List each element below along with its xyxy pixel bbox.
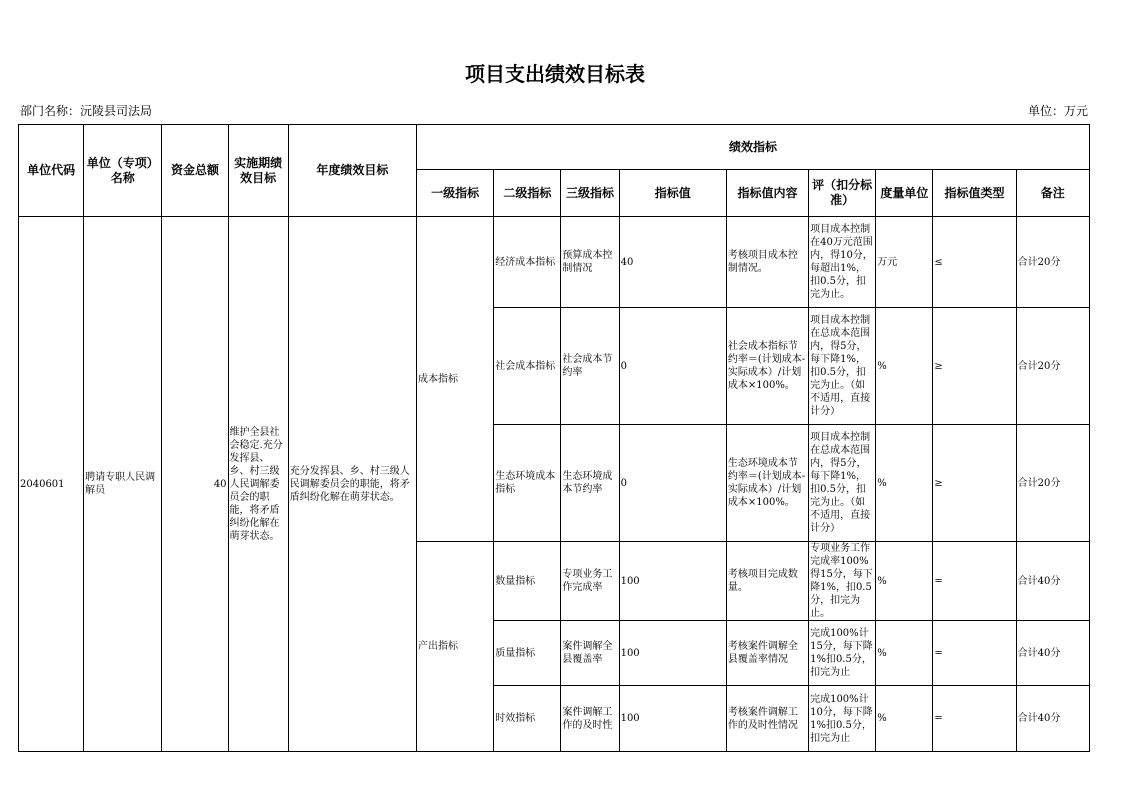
- header-level2: 二级指标: [494, 170, 561, 217]
- level2-cell: 数量指标: [494, 542, 561, 621]
- level3-cell: 生态环境成本节约率: [561, 425, 619, 542]
- value-cell: 100: [619, 621, 726, 686]
- scoring-cell: 项目成本控制在总成本范围内，得5分，每下降1%，扣0.5分，扣完为止。（如不适用，直接计分）: [809, 308, 876, 425]
- content-cell: 考核案件调解工作的及时性情况: [726, 686, 808, 752]
- content-cell: 生态环境成本节约率＝(计划成本-实际成本）/计划成本×100%。: [726, 425, 808, 542]
- unit-name-cell: 聘请专职人民调解员: [84, 217, 162, 752]
- header-period-goal: 实施期绩效目标: [228, 125, 288, 217]
- value-type-cell: ≥: [933, 308, 1016, 425]
- value-cell: 0: [619, 308, 726, 425]
- remark-cell: 合计40分: [1016, 621, 1089, 686]
- level3-cell: 案件调解工作的及时性: [561, 686, 619, 752]
- unit-label: 单位：万元: [1027, 104, 1088, 118]
- remark-cell: 合计40分: [1016, 542, 1089, 621]
- value-cell: 100: [619, 686, 726, 752]
- content-cell: 社会成本指标节约率＝(计划成本-实际成本）/计划成本×100%。: [726, 308, 808, 425]
- remark-cell: 合计20分: [1016, 308, 1089, 425]
- level2-cell: 社会成本指标: [494, 308, 561, 425]
- header-remark: 备注: [1016, 170, 1089, 217]
- value-type-cell: =: [933, 686, 1016, 752]
- level3-cell: 社会成本节约率: [561, 308, 619, 425]
- scoring-cell: 项目成本控制在总成本范围内，得5分，每下降1%，扣0.5分，扣完为止。（如不适用，直接计分）: [809, 425, 876, 542]
- value-cell: 0: [619, 425, 726, 542]
- header-unit-code: 单位代码: [19, 125, 84, 217]
- scoring-cell: 完成100%计10分，每下降1%扣0.5分，扣完为止: [809, 686, 876, 752]
- header-value-type: 指标值类型: [933, 170, 1016, 217]
- table-row: [19, 217, 1090, 308]
- level2-cell: 经济成本指标: [494, 217, 561, 308]
- measure-unit-cell: %: [876, 308, 933, 425]
- level3-cell: 专项业务工作完成率: [561, 542, 619, 621]
- remark-cell: 合计40分: [1016, 686, 1089, 752]
- unit-code-cell: 2040601: [19, 217, 84, 752]
- department-label: 部门名称：沅陵县司法局: [20, 104, 153, 118]
- value-cell: 40: [619, 217, 726, 308]
- value-type-cell: ≥: [933, 425, 1016, 542]
- period-goal-cell: 维护全县社会稳定.充分发挥县、乡、村三级人民调解委员会的职能，将矛盾纠纷化解在萌芽状态。: [228, 217, 288, 752]
- level2-cell: 质量指标: [494, 621, 561, 686]
- header-content: 指标值内容: [726, 170, 808, 217]
- header-annual-goal: 年度绩效目标: [288, 125, 416, 217]
- header-unit-name: 单位（专项）名称: [84, 125, 162, 217]
- level3-cell: 预算成本控制情况: [561, 217, 619, 308]
- value-type-cell: =: [933, 621, 1016, 686]
- level2-cell: 生态环境成本指标: [494, 425, 561, 542]
- level2-cell: 时效指标: [494, 686, 561, 752]
- header-value: 指标值: [619, 170, 726, 217]
- content-cell: 考核案件调解全县覆盖率情况: [726, 621, 808, 686]
- level3-cell: 案件调解全县覆盖率: [561, 621, 619, 686]
- content-cell: 考核项目成本控制情况。: [726, 217, 808, 308]
- measure-unit-cell: %: [876, 621, 933, 686]
- scoring-cell: 完成100%计15分，每下降1%扣0.5分，扣完为止: [809, 621, 876, 686]
- level1-cell: 产出指标: [417, 542, 494, 752]
- header-indicators: 绩效指标: [417, 125, 1090, 170]
- value-cell: 100: [619, 542, 726, 621]
- remark-cell: 合计20分: [1016, 217, 1089, 308]
- header-measure-unit: 度量单位: [876, 170, 933, 217]
- scoring-cell: 专项业务工作完成率100%得15分，每下降1%，扣0.5分，扣完为止。: [809, 542, 876, 621]
- header-scoring: 评（扣分标准）: [809, 170, 876, 217]
- header-level1: 一级指标: [417, 170, 494, 217]
- performance-table: [18, 124, 1090, 752]
- measure-unit-cell: %: [876, 425, 933, 542]
- scoring-cell: 项目成本控制在40万元范围内，得10分，每超出1%，扣0.5分，扣完为止。: [809, 217, 876, 308]
- measure-unit-cell: 万元: [876, 217, 933, 308]
- header-total-funds: 资金总额: [162, 125, 228, 217]
- header-level3: 三级指标: [561, 170, 619, 217]
- value-type-cell: =: [933, 542, 1016, 621]
- page-title: 项目支出绩效目标表: [465, 62, 645, 86]
- total-funds-cell: 40: [162, 217, 228, 752]
- value-type-cell: ≤: [933, 217, 1016, 308]
- remark-cell: 合计20分: [1016, 425, 1089, 542]
- measure-unit-cell: %: [876, 542, 933, 621]
- content-cell: 考核项目完成数量。: [726, 542, 808, 621]
- measure-unit-cell: %: [876, 686, 933, 752]
- annual-goal-cell: 充分发挥县、乡、村三级人民调解委员会的职能，将矛盾纠纷化解在萌芽状态。: [288, 217, 416, 752]
- level1-cell: 成本指标: [417, 217, 494, 542]
